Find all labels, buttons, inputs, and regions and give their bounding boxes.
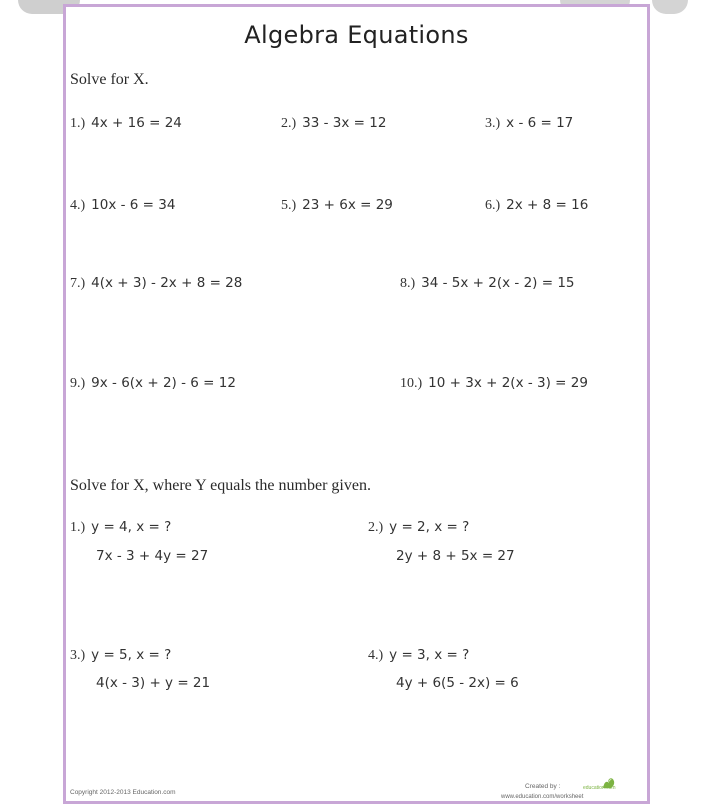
equation: 9x - 6(x + 2) - 6 = 12: [91, 375, 236, 391]
y-problem-2: [368, 519, 469, 536]
problem-number: 10.): [400, 376, 423, 391]
problem-number: 9.): [70, 376, 86, 391]
problem-1: [70, 115, 182, 132]
problem-number: 1.): [70, 520, 86, 535]
problem-number: 3.): [70, 648, 86, 663]
problem-4: [70, 197, 175, 214]
equation: 4x + 16 = 24: [91, 115, 182, 131]
problem-number: 8.): [400, 276, 416, 291]
y-problem-4: [368, 647, 469, 664]
problem-number: 1.): [70, 116, 86, 131]
y-problem-1-equation: 7x - 3 + 4y = 27: [96, 548, 209, 564]
equation: 10x - 6 = 34: [91, 197, 176, 213]
equation: 4(x + 3) - 2x + 8 = 28: [91, 275, 243, 291]
problem-number: 4.): [368, 648, 384, 663]
problem-6: [485, 197, 588, 214]
problem-5: [281, 197, 393, 214]
copyright-text: Copyright 2012-2013 Education.com: [70, 789, 176, 796]
y-problem-4-equation: 4y + 6(5 - 2x) = 6: [396, 675, 519, 691]
problem-3: [485, 115, 573, 132]
section1-instruction: Solve for X.: [70, 71, 149, 88]
created-by-label: Created by :: [525, 783, 561, 790]
y-problem-3-equation: 4(x - 3) + y = 21: [96, 675, 211, 691]
problem-7: [70, 275, 242, 292]
equation: 23 + 6x = 29: [302, 197, 393, 213]
problem-number: 3.): [485, 116, 501, 131]
credit-block: [491, 775, 641, 803]
equation: 33 - 3x = 12: [302, 115, 387, 131]
equation: x - 6 = 17: [506, 115, 574, 131]
equation: 10 + 3x + 2(x - 3) = 29: [428, 375, 588, 391]
given-values: y = 5, x = ?: [91, 647, 172, 663]
more-options-button[interactable]: [652, 0, 688, 14]
equation: 34 - 5x + 2(x - 2) = 15: [421, 275, 575, 291]
equation: 2x + 8 = 16: [506, 197, 589, 213]
section2-instruction: Solve for X, where Y equals the number given.: [70, 477, 371, 494]
y-problem-2-equation: 2y + 8 + 5x = 27: [396, 548, 515, 564]
problem-number: 7.): [70, 276, 86, 291]
problem-9: [70, 375, 236, 392]
problem-number: 4.): [70, 198, 86, 213]
problem-8: [400, 275, 575, 292]
education-logo-icon: [581, 775, 635, 791]
given-values: y = 2, x = ?: [389, 519, 470, 535]
y-problem-1: [70, 519, 171, 536]
problem-number: 6.): [485, 198, 501, 213]
y-problem-3: [70, 647, 171, 664]
given-values: y = 3, x = ?: [389, 647, 470, 663]
problem-10: [400, 375, 588, 392]
given-values: y = 4, x = ?: [91, 519, 172, 535]
problem-2: [281, 115, 386, 132]
problem-number: 2.): [368, 520, 384, 535]
website-url: www.education.com/worksheet: [501, 794, 584, 800]
worksheet-title: Algebra Equations: [244, 21, 469, 49]
logo-wordmark: education.com: [583, 785, 616, 791]
problem-number: 5.): [281, 198, 297, 213]
worksheet-page: [63, 4, 650, 804]
problem-number: 2.): [281, 116, 297, 131]
